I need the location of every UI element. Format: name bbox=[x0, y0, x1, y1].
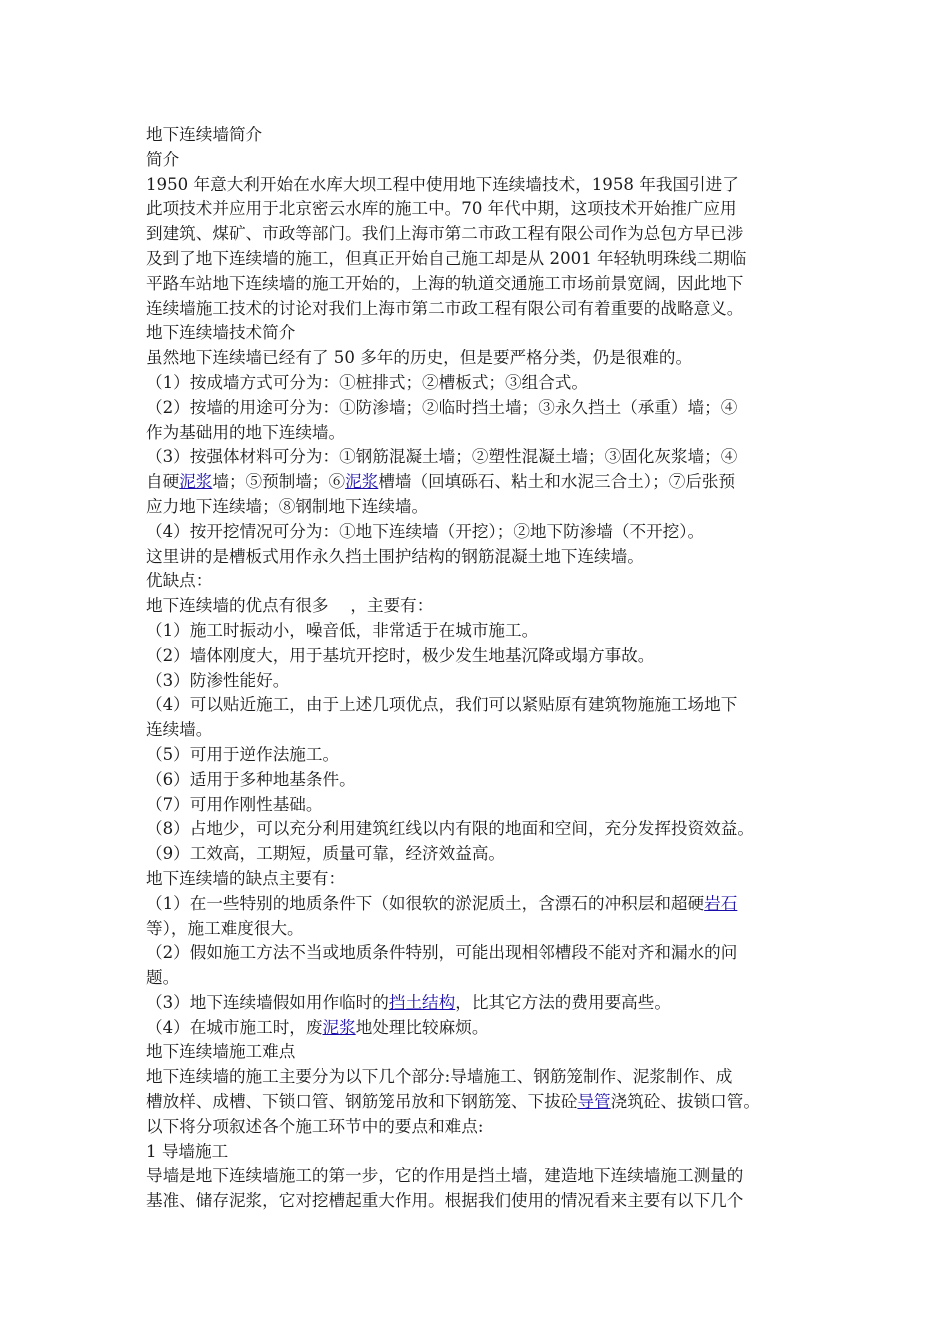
hyperlink[interactable]: 岩石 bbox=[704, 893, 738, 913]
text-segment: 1 导墙施工 bbox=[146, 1141, 229, 1161]
text-line bbox=[146, 495, 818, 520]
text-segment: （7）可用作刚性基础。 bbox=[146, 794, 323, 814]
text-segment: 虽然地下连续墙已经有了 50 多年的历史，但是要严格分类，仍是很难的。 bbox=[146, 348, 693, 368]
text-segment: 简介 bbox=[146, 149, 180, 169]
text-line bbox=[146, 123, 818, 148]
text-segment: 地下连续墙施工难点 bbox=[146, 1042, 296, 1062]
text-line bbox=[146, 1016, 818, 1041]
text-line bbox=[146, 941, 818, 966]
hyperlink[interactable]: 泥浆 bbox=[179, 472, 213, 492]
text-line bbox=[146, 1065, 818, 1090]
text-segment: 自硬 bbox=[146, 472, 180, 492]
text-segment: 应力地下连续墙；⑧钢制地下连续墙。 bbox=[146, 496, 429, 516]
text-segment: 优缺点： bbox=[146, 571, 213, 591]
text-line bbox=[146, 545, 818, 570]
text-segment: （4）在城市施工时，废 bbox=[146, 1017, 323, 1037]
text-line bbox=[146, 644, 818, 669]
text-segment: 槽墙（回填砾石、粘土和水泥三合土）；⑦后张预 bbox=[378, 472, 736, 492]
text-line bbox=[146, 1115, 818, 1140]
text-segment: 等），施工难度很大。 bbox=[146, 918, 304, 938]
text-line bbox=[146, 917, 818, 942]
text-line bbox=[146, 743, 818, 768]
text-line bbox=[146, 594, 818, 619]
text-segment: 连续墙。 bbox=[146, 720, 213, 740]
text-line bbox=[146, 966, 818, 991]
text-segment: 导墙是地下连续墙施工的第一步，它的作用是挡土墙，建造地下连续墙施工测量的 bbox=[146, 1166, 744, 1186]
text-segment: 1950 年意大利开始在水库大坝工程中使用地下连续墙技术，1958 年我国引进了 bbox=[146, 174, 739, 194]
hyperlink[interactable]: 泥浆 bbox=[345, 472, 379, 492]
text-line bbox=[146, 520, 818, 545]
text-segment: 这里讲的是槽板式用作永久挡土围护结构的钢筋混凝土地下连续墙。 bbox=[146, 546, 644, 566]
text-line bbox=[146, 793, 818, 818]
text-segment: （2）墙体刚度大，用于基坑开挖时，极少发生地基沉降或塌方事故。 bbox=[146, 645, 655, 665]
text-line bbox=[146, 371, 818, 396]
text-line bbox=[146, 321, 818, 346]
text-segment: （3）按强体材料可分为：①钢筋混凝土墙；②塑性混凝土墙；③固化灰浆墙；④ bbox=[146, 447, 738, 467]
text-line bbox=[146, 1189, 818, 1214]
text-line bbox=[146, 396, 818, 421]
text-segment: （2）假如施工方法不当或地质条件特别，可能出现相邻槽段不能对齐和漏水的问 bbox=[146, 943, 738, 963]
text-line bbox=[146, 297, 818, 322]
text-segment: （3）防渗性能好。 bbox=[146, 670, 290, 690]
text-segment: 作为基础用的地下连续墙。 bbox=[146, 422, 346, 442]
text-segment: （2）按墙的用途可分为：①防渗墙；②临时挡土墙；③永久挡土（承重）墙；④ bbox=[146, 397, 738, 417]
text-line bbox=[146, 867, 818, 892]
text-segment: 以下将分项叙述各个施工环节中的要点和难点: bbox=[146, 1116, 484, 1136]
text-segment: （5）可用于逆作法施工。 bbox=[146, 744, 340, 764]
text-line bbox=[146, 669, 818, 694]
text-segment: （8）占地少，可以充分利用建筑红线以内有限的地面和空间，充分发挥投资效益。 bbox=[146, 819, 754, 839]
text-segment: 平路车站地下连续墙的施工开始的，上海的轨道交通施工市场前景宽阔，因此地下 bbox=[146, 273, 744, 293]
text-line bbox=[146, 718, 818, 743]
document-body bbox=[146, 123, 818, 1214]
text-segment: 此项技术并应用于北京密云水库的施工中。70 年代中期，这项技术开始推广应用 bbox=[146, 199, 737, 219]
text-segment: （1）施工时振动小，噪音低，非常适于在城市施工。 bbox=[146, 620, 539, 640]
hyperlink[interactable]: 挡土结构 bbox=[388, 992, 456, 1012]
text-segment: （6）适用于多种地基条件。 bbox=[146, 769, 356, 789]
text-line bbox=[146, 421, 818, 446]
text-segment: 浇筑砼、拔锁口管。 bbox=[610, 1092, 760, 1112]
text-line bbox=[146, 619, 818, 644]
text-line bbox=[146, 1164, 818, 1189]
text-line bbox=[146, 1140, 818, 1165]
text-line bbox=[146, 197, 818, 222]
text-segment: 及到了地下连续墙的施工，但真正开始自己施工却是从 2001 年轻轨明珠线二期临 bbox=[146, 248, 747, 268]
text-segment: 地下连续墙技术简介 bbox=[146, 323, 296, 343]
text-segment: 地下连续墙的缺点主要有： bbox=[146, 868, 346, 888]
text-line bbox=[146, 272, 818, 297]
text-segment: （1）按成墙方式可分为：①桩排式；②槽板式；③组合式。 bbox=[146, 372, 588, 392]
text-line bbox=[146, 1090, 818, 1115]
text-segment: 基准、储存泥浆，它对挖槽起重大作用。根据我们使用的情况看来主要有以下几个 bbox=[146, 1191, 744, 1211]
text-line bbox=[146, 693, 818, 718]
text-segment: 墙；⑤预制墙；⑥ bbox=[212, 472, 346, 492]
text-segment: ，比其它方法的费用要高些。 bbox=[455, 992, 671, 1012]
text-line bbox=[146, 148, 818, 173]
text-line bbox=[146, 173, 818, 198]
text-line bbox=[146, 445, 818, 470]
text-segment: 地下连续墙的施工主要分为以下几个部分:导墙施工、钢筋笼制作、泥浆制作、成 bbox=[146, 1067, 733, 1087]
text-line bbox=[146, 346, 818, 371]
text-segment: 连续墙施工技术的讨论对我们上海市第二市政工程有限公司有着重要的战略意义。 bbox=[146, 298, 744, 318]
text-segment: 地处理比较麻烦。 bbox=[355, 1017, 489, 1037]
text-line bbox=[146, 991, 818, 1016]
text-line bbox=[146, 817, 818, 842]
text-line bbox=[146, 1040, 818, 1065]
text-line bbox=[146, 470, 818, 495]
text-segment: 题。 bbox=[146, 968, 180, 988]
text-segment: （4）按开挖情况可分为：①地下连续墙（开挖）；②地下防渗墙（不开挖）。 bbox=[146, 521, 705, 541]
text-line bbox=[146, 222, 818, 247]
text-segment: 地下连续墙的优点有很多 ，主要有： bbox=[146, 596, 434, 616]
text-segment: （9）工效高，工期短，质量可靠，经济效益高。 bbox=[146, 844, 506, 864]
text-segment: 到建筑、煤矿、市政等部门。我们上海市第二市政工程有限公司作为总包方早已涉 bbox=[146, 224, 744, 244]
text-segment: 槽放样、成槽、下锁口管、钢筋笼吊放和下钢筋笼、下拔砼 bbox=[146, 1092, 578, 1112]
text-segment: （1）在一些特别的地质条件下（如很软的淤泥质土，含漂石的冲积层和超硬 bbox=[146, 893, 705, 913]
text-segment: （3）地下连续墙假如用作临时的 bbox=[146, 992, 389, 1012]
text-segment: （4）可以贴近施工，由于上述几项优点，我们可以紧贴原有建筑物施施工场地下 bbox=[146, 695, 738, 715]
text-segment: 地下连续墙简介 bbox=[146, 125, 263, 144]
text-line bbox=[146, 842, 818, 867]
hyperlink[interactable]: 导管 bbox=[577, 1092, 611, 1112]
text-line bbox=[146, 768, 818, 793]
hyperlink[interactable]: 泥浆 bbox=[322, 1017, 356, 1037]
text-line bbox=[146, 569, 818, 594]
text-line bbox=[146, 247, 818, 272]
text-line bbox=[146, 892, 818, 917]
